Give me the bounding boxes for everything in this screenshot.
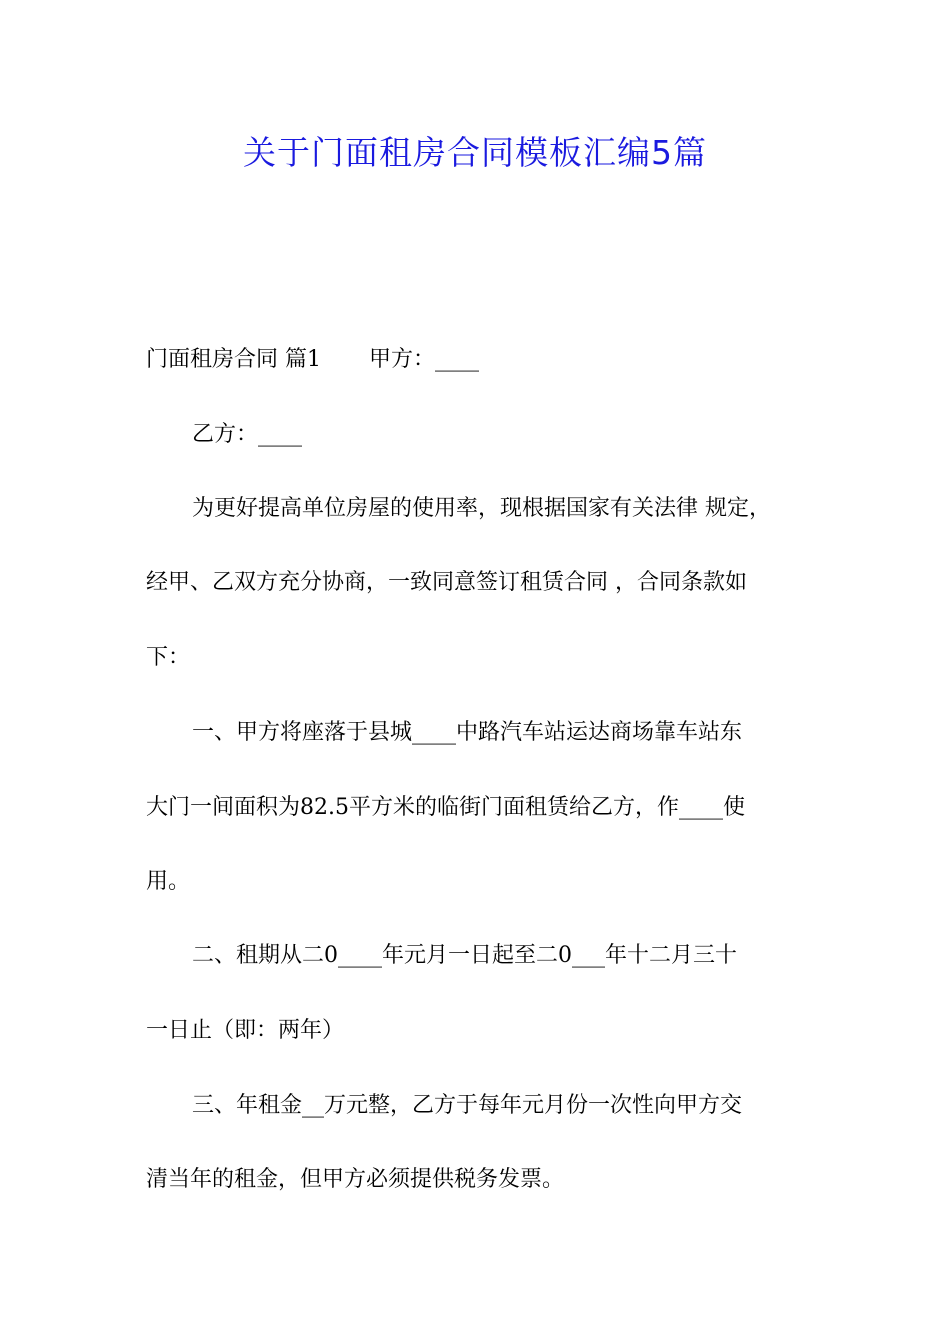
party-a-field: 甲方：____ <box>369 347 480 372</box>
paragraph-line: 清当年的租金，但甲方必须提供税务发票。 <box>146 1167 565 1192</box>
party-b-field: 乙方：____ <box>192 422 303 447</box>
section-heading: 门面租房合同 篇1 <box>146 347 321 372</box>
paragraph-line: 一、甲方将座落于县城____中路汽车站运达商场靠车站东 <box>192 720 743 745</box>
document-title: 关于门面租房合同模板汇编5篇 <box>243 133 707 172</box>
section-heading-line <box>146 345 479 375</box>
paragraph-line: 二、租期从二0____年元月一日起至二0___年十二月三十 <box>192 943 737 968</box>
paragraph-line: 下： <box>146 645 191 670</box>
paragraph-line: 用。 <box>146 869 191 894</box>
paragraph-line: 为更好提高单位房屋的使用率，现根据国家有关法律 规定， <box>192 496 771 521</box>
paragraph-line: 大门一间面积为82.5平方米的临街门面租赁给乙方，作____使 <box>146 795 745 820</box>
paragraph-line: 一日止（即：两年） <box>146 1018 345 1043</box>
paragraph-line: 经甲、乙双方充分协商，一致同意签订租赁合同 ，合同条款如 <box>146 570 747 595</box>
paragraph-line: 三、年租金__万元整，乙方于每年元月份一次性向甲方交 <box>192 1093 743 1118</box>
